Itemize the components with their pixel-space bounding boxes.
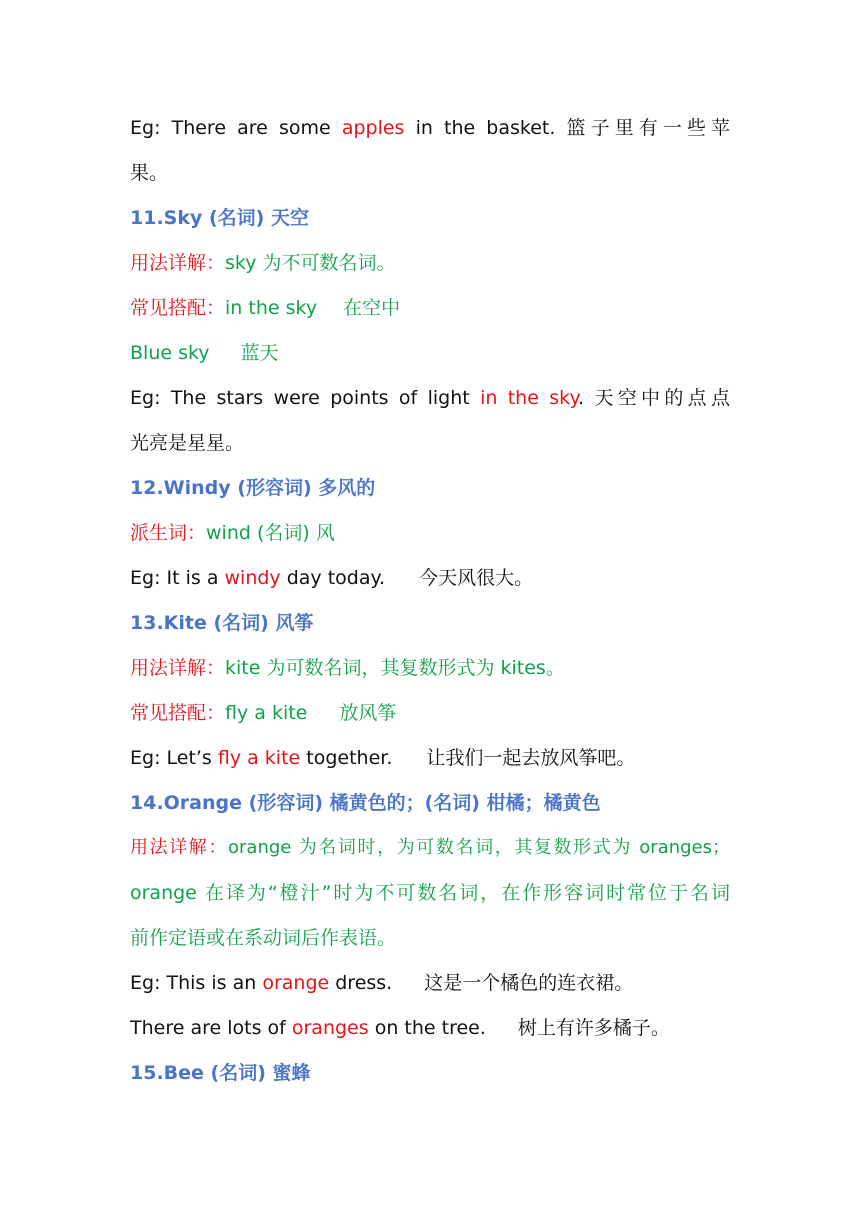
highlight-word: apples — [341, 117, 405, 139]
entry-heading-kite: 13.Kite (名词) 风筝 — [130, 612, 314, 634]
collocation-phrase: fly a kite — [225, 702, 308, 724]
example-text: Eg: This is an — [130, 972, 263, 994]
example-sentence-apples — [130, 115, 730, 141]
translation-text: 篮子里有一些苹 — [566, 117, 731, 139]
usage-note-continuation: orange 在译为“橙汁”时为不可数名词，在作形容词时常位于名词 — [130, 882, 730, 904]
example-text: . — [578, 387, 585, 409]
highlight-word: fly a kite — [217, 747, 301, 769]
translation-text: 让我们一起去放风筝吧。 — [426, 747, 636, 769]
entry-heading-orange: 14.Orange (形容词) 橘黄色的；(名词) 柑橘；橘黄色 — [130, 792, 601, 814]
example-sentence-oranges — [130, 1015, 730, 1041]
example-sentence-kite — [130, 745, 730, 771]
derivative-label: 派生词： — [130, 522, 207, 544]
translation-continuation — [130, 160, 730, 186]
translation-text: 这是一个橘色的连衣裙。 — [424, 972, 634, 994]
collocation-label: 常见搭配： — [130, 702, 226, 724]
example-sentence-orange — [130, 970, 730, 996]
translation-text: 今天风很大。 — [419, 567, 534, 589]
translation-text: 光亮是星星。 — [130, 432, 245, 454]
highlight-word: windy — [224, 567, 281, 589]
example-text: Eg: The stars were points of light — [130, 387, 481, 409]
example-text: Eg: There are some — [130, 117, 342, 139]
translation-text: 树上有许多橘子。 — [517, 1017, 670, 1039]
usage-text: sky 为不可数名词。 — [225, 252, 396, 274]
usage-text: kite 为可数名词，其复数形式为 kites。 — [225, 657, 565, 679]
highlight-word: oranges — [291, 1017, 369, 1039]
example-text: There are lots of — [130, 1017, 292, 1039]
translation-text: 天空中的点点 — [594, 387, 730, 409]
collocation-translation: 蓝天 — [240, 342, 279, 364]
collocation-phrase: in the sky — [225, 297, 318, 319]
example-text: in the basket. — [404, 117, 556, 139]
example-sentence-windy — [130, 565, 730, 591]
collocation-sky — [130, 295, 730, 321]
highlight-word: in the sky — [480, 387, 579, 409]
collocation-translation: 放风筝 — [339, 702, 397, 724]
example-text: dress. — [329, 972, 393, 994]
usage-note-orange — [130, 835, 730, 861]
usage-text: orange 为名词时，为可数名词，其复数形式为 oranges； — [228, 837, 730, 858]
usage-note-continuation: 前作定语或在系动词后作表语。 — [130, 927, 397, 949]
example-text: Eg: Let’s — [130, 747, 218, 769]
example-text: together. — [300, 747, 393, 769]
usage-label: 用法详解： — [130, 837, 229, 858]
collocation-blue-sky — [130, 340, 730, 366]
translation-continuation — [130, 430, 730, 456]
example-text: day today. — [280, 567, 386, 589]
example-sentence-sky — [130, 385, 730, 411]
usage-note-kite — [130, 655, 730, 681]
example-text: Eg: It is a — [130, 567, 225, 589]
usage-label: 用法详解： — [130, 657, 226, 679]
collocation-kite — [130, 700, 730, 726]
collocation-translation: 在空中 — [343, 297, 401, 319]
example-text: on the tree. — [368, 1017, 486, 1039]
collocation-label: 常见搭配： — [130, 297, 226, 319]
translation-text: 果。 — [130, 162, 169, 184]
derivative-windy — [130, 520, 730, 546]
usage-label: 用法详解： — [130, 252, 226, 274]
entry-heading-bee: 15.Bee (名词) 蜜蜂 — [130, 1062, 311, 1084]
entry-heading-windy: 12.Windy (形容词) 多风的 — [130, 477, 376, 499]
usage-note-sky — [130, 250, 730, 276]
collocation-phrase: Blue sky — [130, 342, 210, 364]
entry-heading-sky: 11.Sky (名词) 天空 — [130, 207, 309, 229]
highlight-word: orange — [262, 972, 330, 994]
derivative-text: wind (名词) 风 — [206, 522, 335, 544]
